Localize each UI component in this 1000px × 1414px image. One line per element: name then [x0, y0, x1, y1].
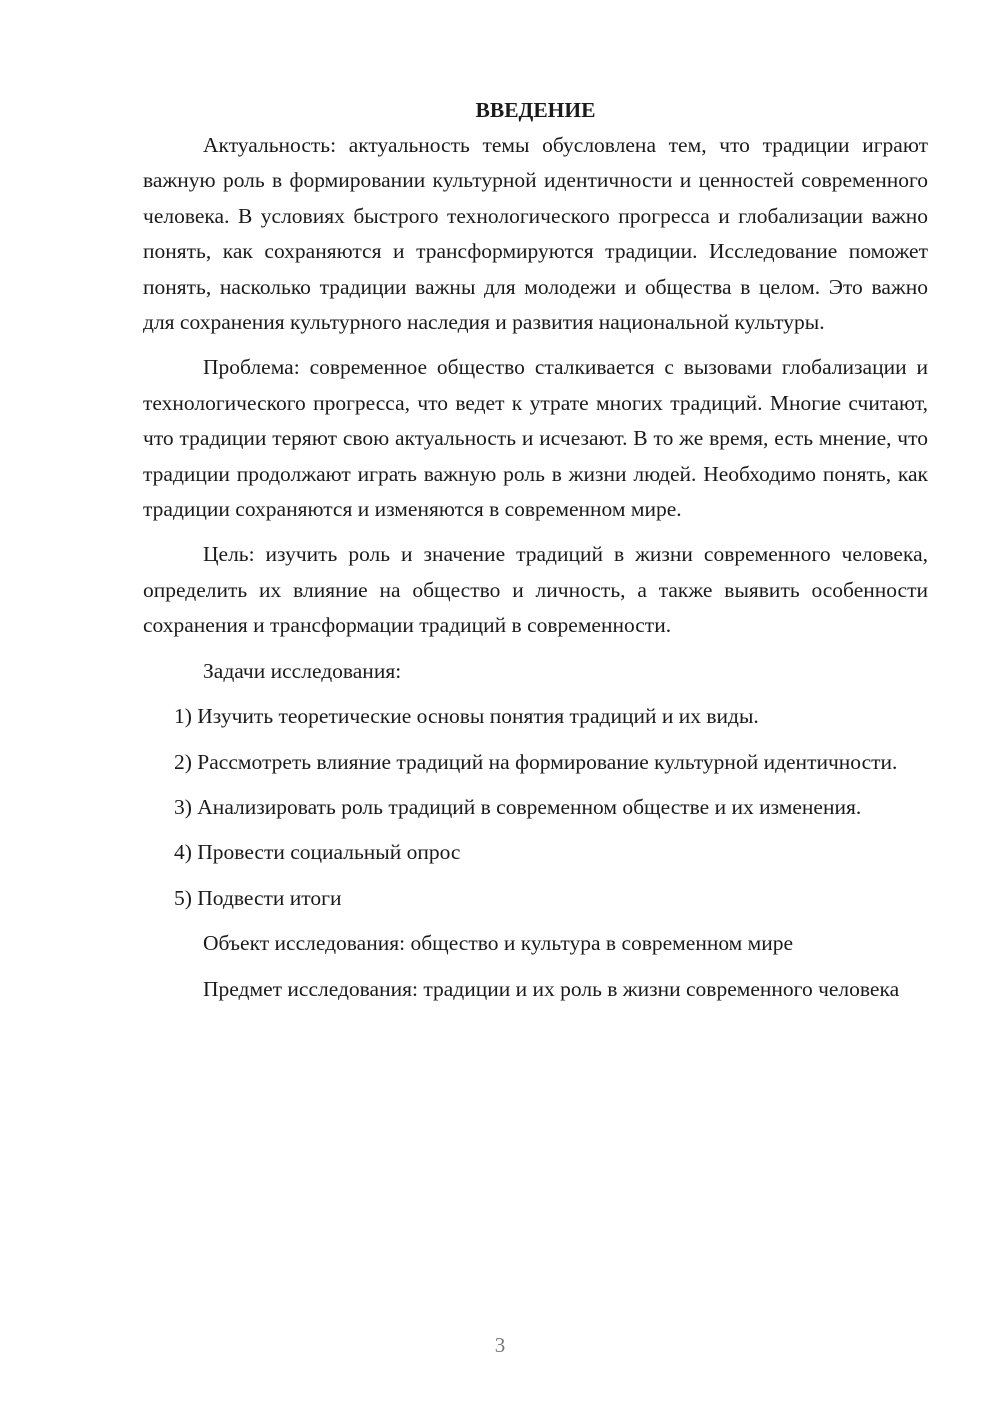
task-item: 1) Изучить теоретические основы понятия традиций и их виды.: [174, 704, 759, 729]
relevance-paragraph: Актуальность: актуальность темы обусловлена тем, что традиции играют важную роль в формировании культурной идентичности и ценностей современного человека. В условиях быстрого технологического прогресса и глобализации важно понять, как сохраняются и трансформируются традиции. Исследование поможет понять, насколько традиции важны для молодежи и общества в целом. Это важно для сохранения культурного наследия и развития национальной культуры.: [143, 133, 928, 335]
page-content: [143, 92, 928, 1007]
task-item: 3) Анализировать роль традиций в современном обществе и их изменения.: [174, 794, 862, 819]
page-number: 3: [494, 1333, 506, 1357]
problem-paragraph: Проблема: современное общество сталкивается с вызовами глобализации и технологического прогресса, что ведет к утрате многих традиций. Многие считают, что традиции теряют свою актуальность и исчезают. В то же время, есть мнение, что традиции продолжают играть важную роль в жизни людей. Необходимо понять, как традиции сохраняются и изменяются в современном мире.: [143, 355, 928, 522]
tasks-heading: Задачи исследования:: [203, 658, 402, 683]
research-object: Объект исследования: общество и культура в современном мире: [203, 931, 794, 956]
goal-paragraph: Цель: изучить роль и значение традиций в жизни современного человека, определить их влияние на общество и личность, а также выявить особенности сохранения и трансформации традиций в современности.: [143, 542, 928, 638]
task-item: 5) Подвести итоги: [174, 885, 342, 910]
section-title: ВВЕДЕНИЕ: [475, 98, 596, 122]
task-item: 4) Провести социальный опрос: [174, 840, 461, 865]
task-item: 2) Рассмотреть влияние традиций на формирование культурной идентичности.: [174, 749, 898, 774]
research-subject: Предмет исследования: традиции и их роль в жизни современного человека: [203, 976, 900, 1001]
